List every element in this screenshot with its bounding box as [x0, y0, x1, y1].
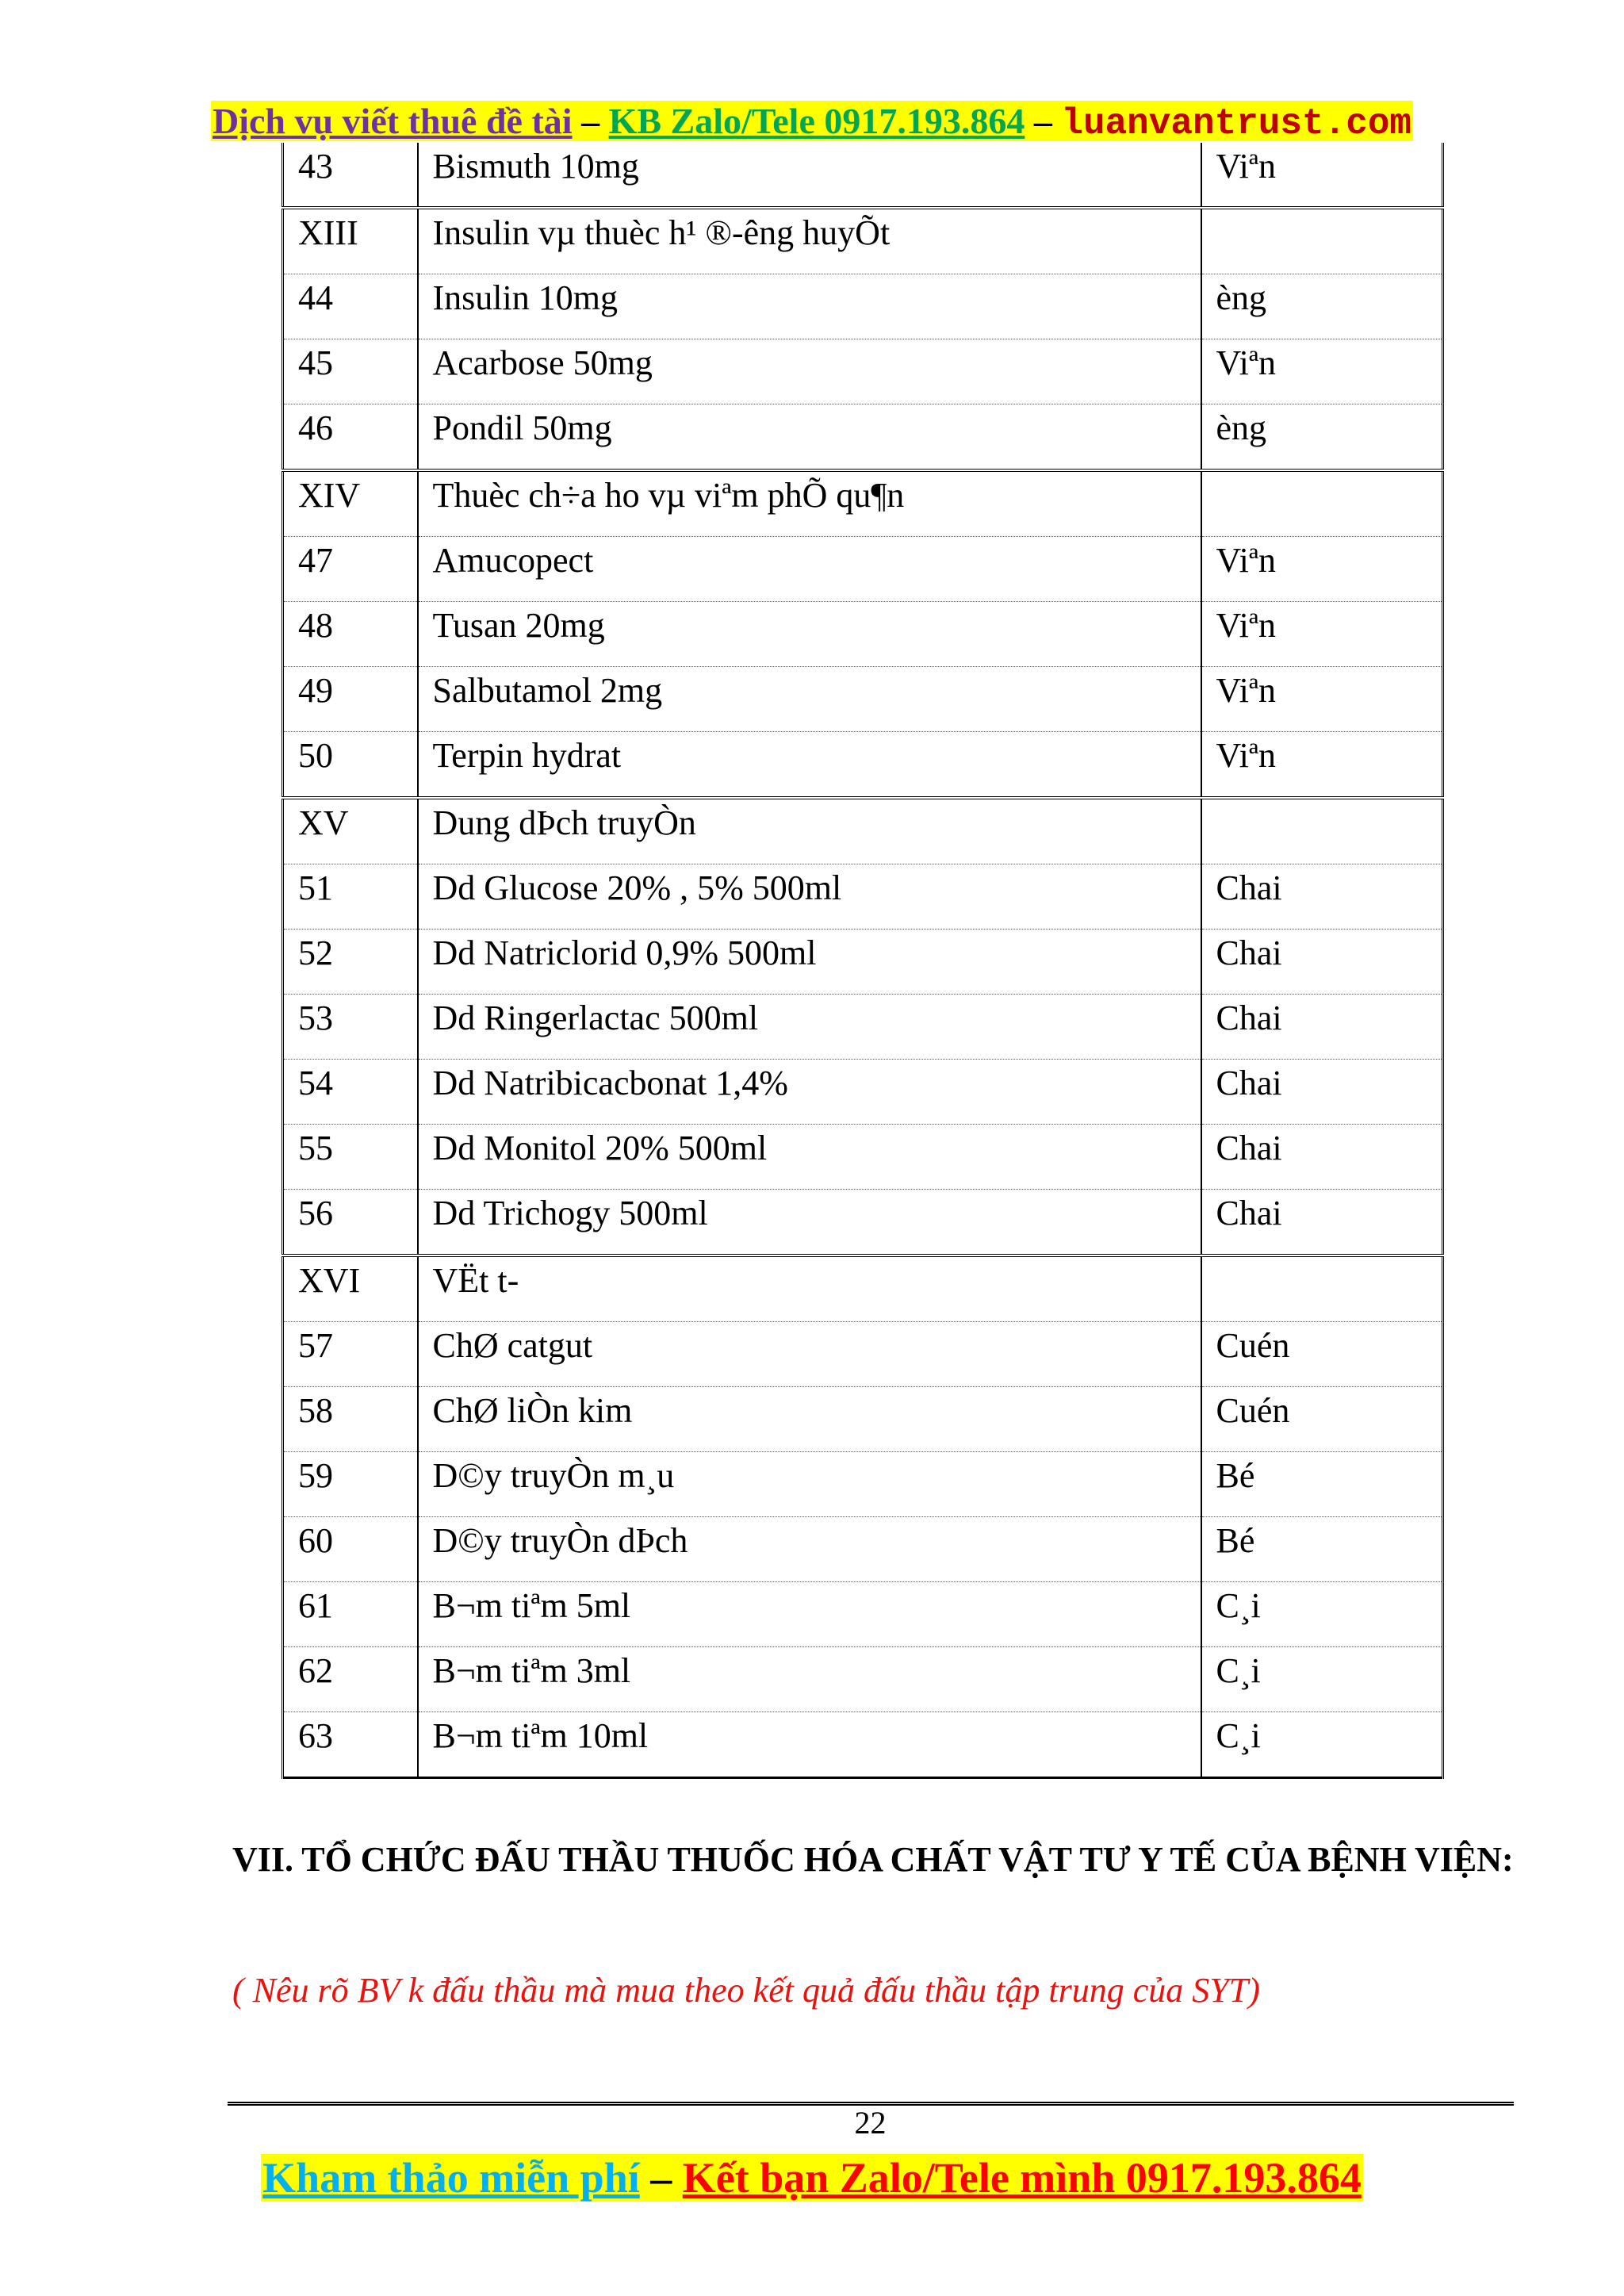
unit-cell: Viªn	[1201, 667, 1443, 732]
table-row	[283, 1582, 1443, 1647]
banner-service-link[interactable]: Dịch vụ viết thuê đề tài	[212, 101, 573, 141]
table-row	[283, 339, 1443, 404]
item-name-cell: Thuèc ch÷a ho vµ viªm phÕ qu¶n	[418, 470, 1201, 537]
table-group-row	[283, 208, 1443, 274]
unit-cell: C¸i	[1201, 1712, 1443, 1778]
item-name-cell: Dung dÞch truyÒn	[418, 798, 1201, 864]
row-number-cell: 58	[283, 1387, 418, 1452]
table-row	[283, 930, 1443, 995]
row-number-cell: 59	[283, 1452, 418, 1517]
unit-cell: Cuén	[1201, 1322, 1443, 1387]
unit-cell	[1201, 208, 1443, 274]
drug-table-body	[283, 143, 1443, 1778]
item-name-cell: ChØ catgut	[418, 1322, 1201, 1387]
row-number-cell: 43	[283, 143, 418, 208]
unit-cell: Viªn	[1201, 732, 1443, 799]
unit-cell: Viªn	[1201, 602, 1443, 667]
row-number-cell: 51	[283, 864, 418, 930]
item-name-cell: Pondil 50mg	[418, 404, 1201, 471]
unit-cell: Chai	[1201, 1060, 1443, 1125]
banner-contact-link[interactable]: KB Zalo/Tele 0917.193.864	[608, 101, 1025, 141]
unit-cell: Bé	[1201, 1452, 1443, 1517]
table-group-row	[283, 1255, 1443, 1322]
item-name-cell: Insulin 10mg	[418, 274, 1201, 339]
row-number-cell: XV	[283, 798, 418, 864]
item-name-cell: B¬m tiªm 5ml	[418, 1582, 1201, 1647]
table-row	[283, 1517, 1443, 1582]
unit-cell	[1201, 798, 1443, 864]
item-name-cell: B¬m tiªm 10ml	[418, 1712, 1201, 1778]
footer-contact-link[interactable]: Kết bạn Zalo/Tele mình 0917.193.864	[682, 2154, 1362, 2202]
bottom-banner	[0, 2146, 1624, 2210]
row-number-cell: 62	[283, 1647, 418, 1712]
top-banner-highlight	[211, 101, 1413, 144]
item-name-cell: Dd Natriclorid 0,9% 500ml	[418, 930, 1201, 995]
row-number-cell: 47	[283, 537, 418, 602]
table-row	[283, 667, 1443, 732]
table-row	[283, 1452, 1443, 1517]
row-number-cell: XIV	[283, 470, 418, 537]
row-number-cell: 56	[283, 1190, 418, 1256]
table-row	[283, 1322, 1443, 1387]
row-number-cell: 52	[283, 930, 418, 995]
item-name-cell: Amucopect	[418, 537, 1201, 602]
section-note: ( Nêu rõ BV k đấu thầu mà mua theo kết quả đấu thầu tập trung của SYT)	[232, 1971, 1260, 2010]
unit-cell: Viªn	[1201, 339, 1443, 404]
item-name-cell: Dd Trichogy 500ml	[418, 1190, 1201, 1256]
table-row	[283, 274, 1443, 339]
row-number-cell: 50	[283, 732, 418, 799]
unit-cell: Chai	[1201, 864, 1443, 930]
row-number-cell: 61	[283, 1582, 418, 1647]
top-banner	[0, 94, 1624, 149]
unit-cell: Chai	[1201, 930, 1443, 995]
row-number-cell: XIII	[283, 208, 418, 274]
table-row	[283, 995, 1443, 1060]
item-name-cell: VËt t-	[418, 1255, 1201, 1322]
item-name-cell: D©y truyÒn m¸u	[418, 1452, 1201, 1517]
table-group-row	[283, 470, 1443, 537]
unit-cell: Chai	[1201, 1125, 1443, 1190]
item-name-cell: B¬m tiªm 3ml	[418, 1647, 1201, 1712]
unit-cell: C¸i	[1201, 1582, 1443, 1647]
item-name-cell: Tusan 20mg	[418, 602, 1201, 667]
row-number-cell: 48	[283, 602, 418, 667]
item-name-cell: Dd Monitol 20% 500ml	[418, 1125, 1201, 1190]
unit-cell	[1201, 470, 1443, 537]
item-name-cell: Dd Natribicacbonat 1,4%	[418, 1060, 1201, 1125]
section-heading: VII. TỔ CHỨC ĐẤU THẦU THUỐC HÓA CHẤT VẬT TƯ Y TẾ CỦA BỆNH VIỆN:	[232, 1840, 1514, 1879]
table-row	[283, 1190, 1443, 1256]
item-name-cell: Insulin vµ thuèc h¹ ®-êng huyÕt	[418, 208, 1201, 274]
table-row	[283, 602, 1443, 667]
unit-cell: Chai	[1201, 1190, 1443, 1256]
table-row	[283, 732, 1443, 799]
table-row	[283, 1060, 1443, 1125]
unit-cell: Cuén	[1201, 1387, 1443, 1452]
banner-website-link[interactable]: luanvantrust.com	[1061, 103, 1412, 144]
item-name-cell: Dd Ringerlactac 500ml	[418, 995, 1201, 1060]
row-number-cell: 44	[283, 274, 418, 339]
row-number-cell: 54	[283, 1060, 418, 1125]
row-number-cell: 45	[283, 339, 418, 404]
page-number: 22	[854, 2105, 887, 2141]
footer-separator: –	[639, 2154, 683, 2202]
drug-list-table	[282, 143, 1444, 1779]
row-number-cell: 60	[283, 1517, 418, 1582]
row-number-cell: 46	[283, 404, 418, 471]
item-name-cell: Salbutamol 2mg	[418, 667, 1201, 732]
row-number-cell: 55	[283, 1125, 418, 1190]
unit-cell	[1201, 1255, 1443, 1322]
row-number-cell: 49	[283, 667, 418, 732]
footer-free-reference-link[interactable]: Kham thảo miễn phí	[262, 2154, 640, 2202]
table-row	[283, 1387, 1443, 1452]
item-name-cell: D©y truyÒn dÞch	[418, 1517, 1201, 1582]
unit-cell: Chai	[1201, 995, 1443, 1060]
table-row	[283, 1647, 1443, 1712]
unit-cell: C¸i	[1201, 1647, 1443, 1712]
row-number-cell: 63	[283, 1712, 418, 1778]
table-row	[283, 1712, 1443, 1778]
banner-separator: –	[572, 101, 609, 141]
table-row	[283, 537, 1443, 602]
unit-cell: Viªn	[1201, 537, 1443, 602]
item-name-cell: Dd Glucose 20% , 5% 500ml	[418, 864, 1201, 930]
item-name-cell: Bismuth 10mg	[418, 143, 1201, 208]
unit-cell: èng	[1201, 404, 1443, 471]
unit-cell: Bé	[1201, 1517, 1443, 1582]
row-number-cell: 53	[283, 995, 418, 1060]
row-number-cell: 57	[283, 1322, 418, 1387]
table-row	[283, 1125, 1443, 1190]
unit-cell: Viªn	[1201, 143, 1443, 208]
item-name-cell: Terpin hydrat	[418, 732, 1201, 799]
row-number-cell: XVI	[283, 1255, 418, 1322]
item-name-cell: Acarbose 50mg	[418, 339, 1201, 404]
table-row	[283, 404, 1443, 471]
bottom-banner-highlight	[261, 2154, 1363, 2202]
item-name-cell: ChØ liÒn kim	[418, 1387, 1201, 1452]
table-row	[283, 143, 1443, 208]
table-group-row	[283, 798, 1443, 864]
banner-separator: –	[1025, 101, 1062, 141]
table-row	[283, 864, 1443, 930]
unit-cell: èng	[1201, 274, 1443, 339]
